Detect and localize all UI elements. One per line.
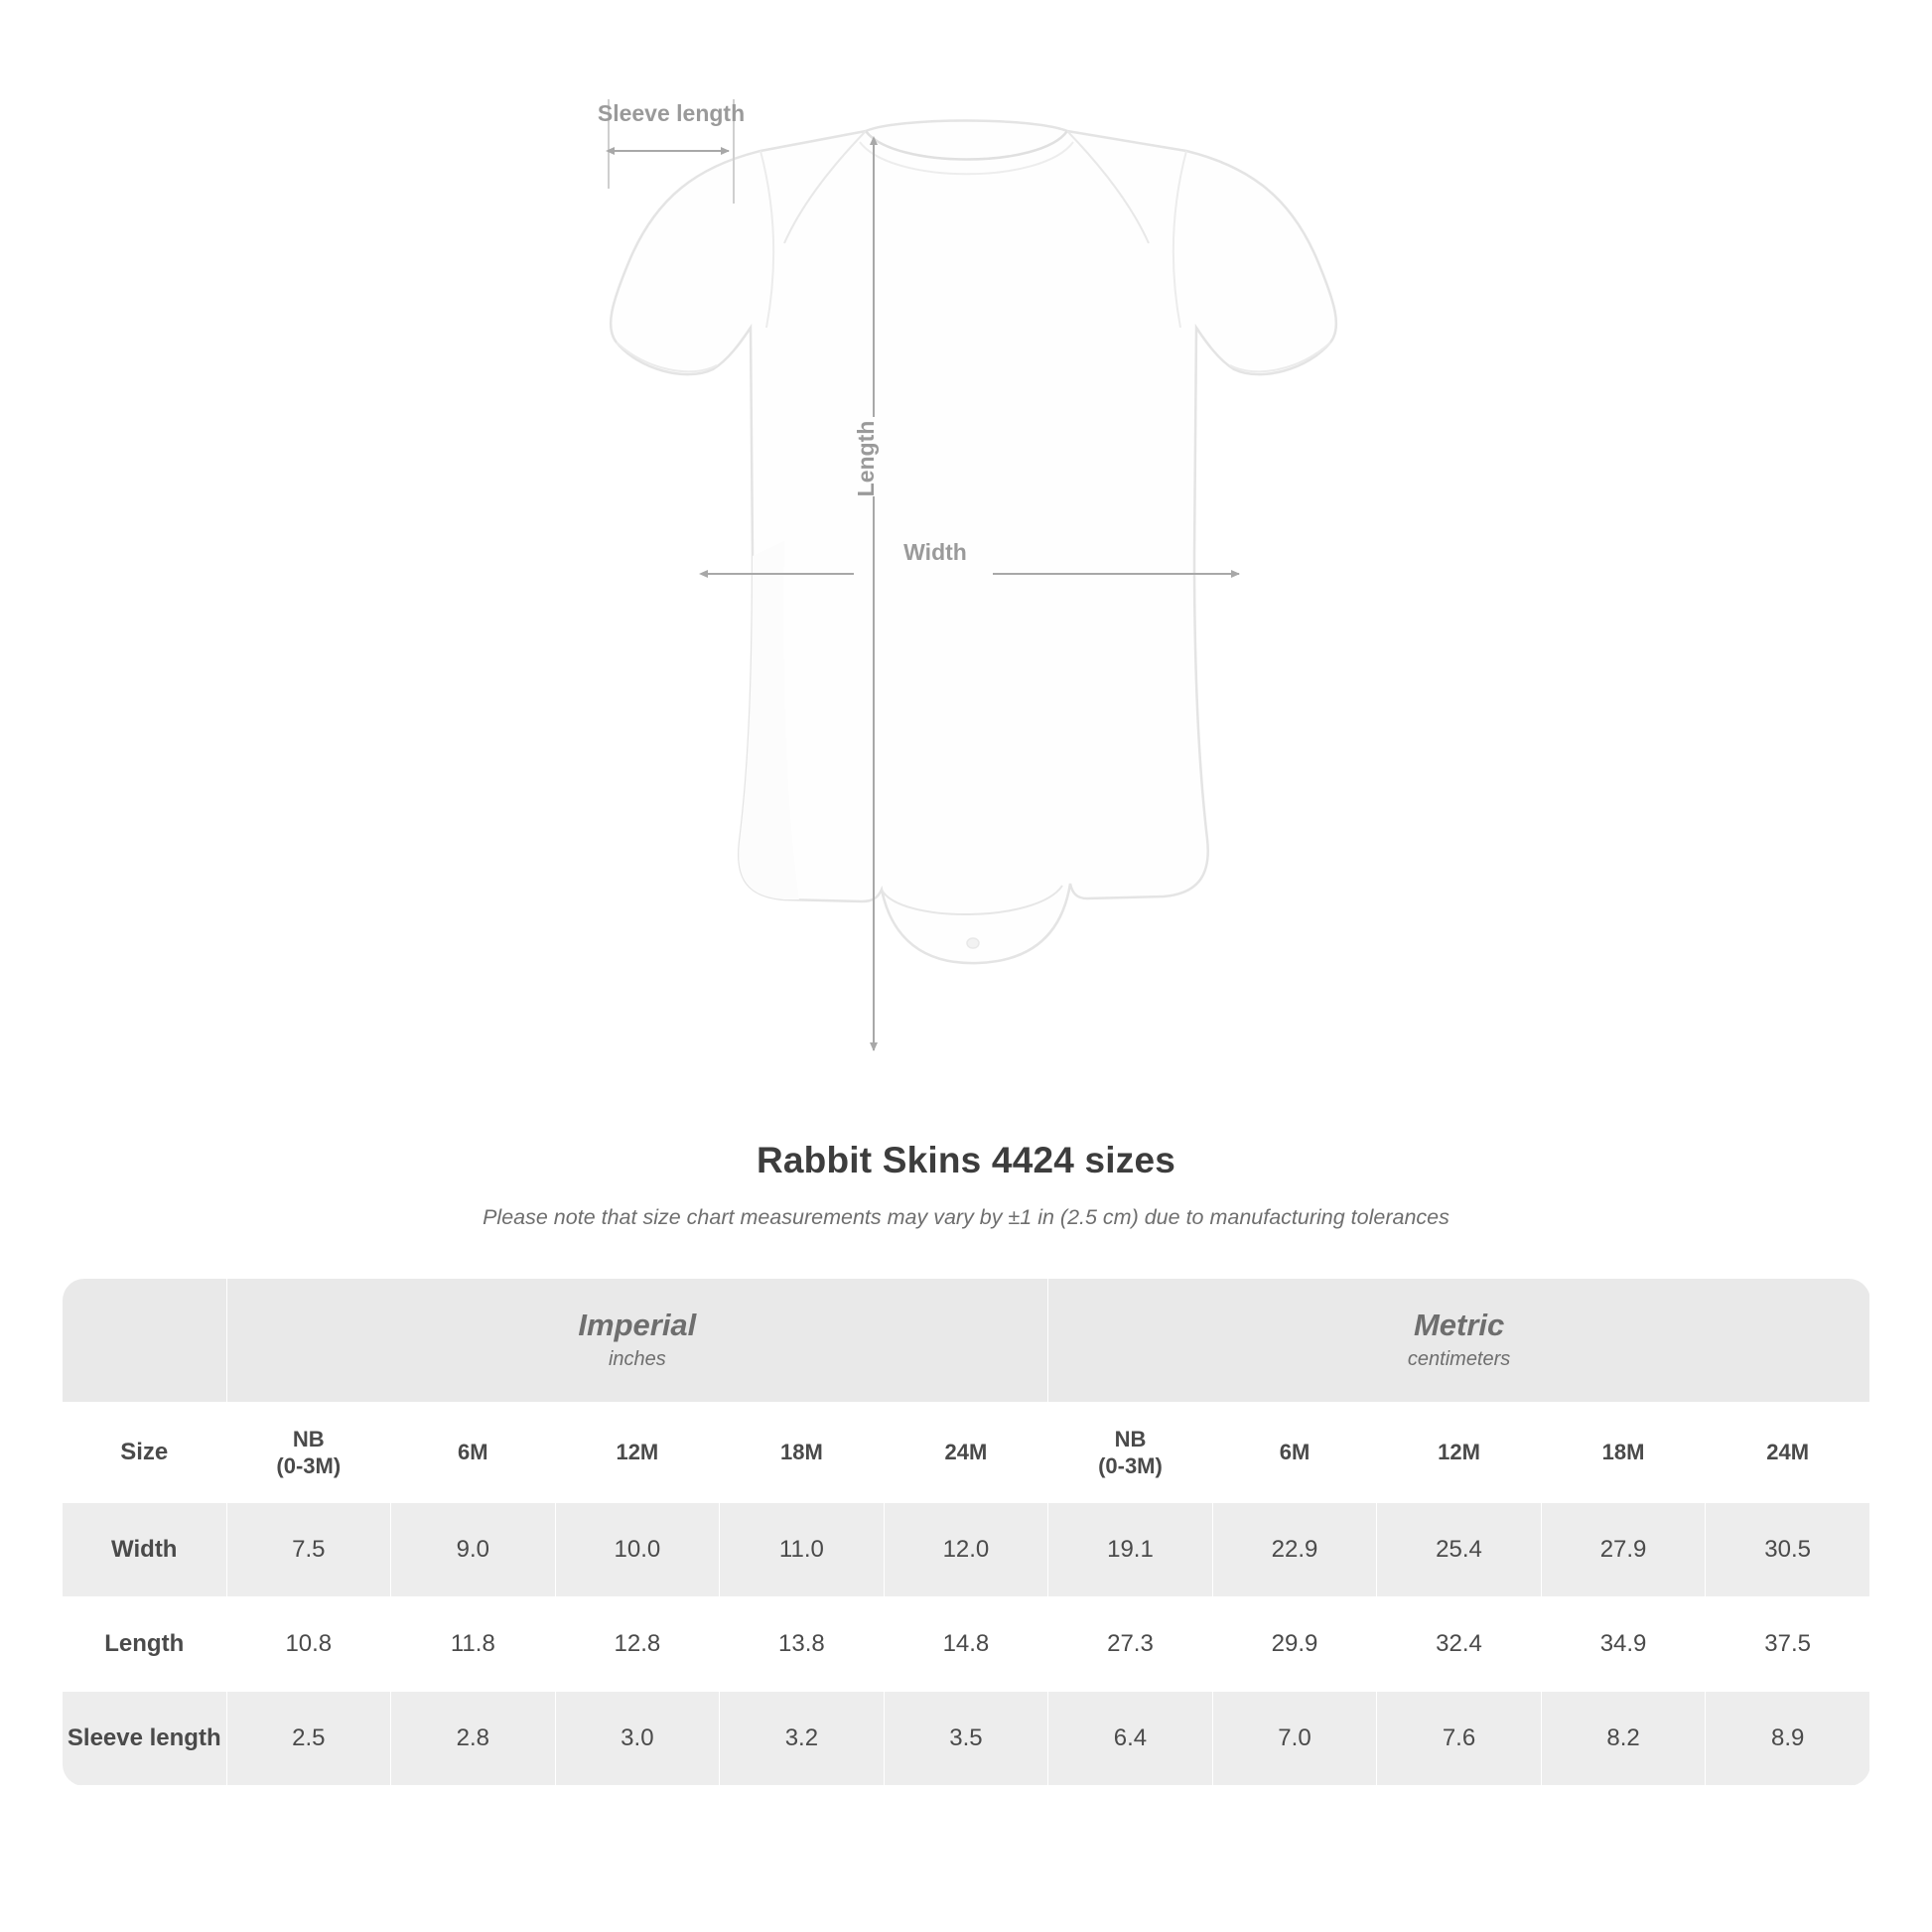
cell-width-6: 22.9 [1212,1503,1377,1597]
cell-length-9: 37.5 [1706,1597,1870,1692]
header-col-2: 12M [555,1403,720,1503]
header-col-3: 18M [720,1403,885,1503]
cell-width-7: 25.4 [1377,1503,1542,1597]
bodysuit-shape [611,121,1336,964]
cell-width-0: 7.5 [226,1503,391,1597]
cell-width-2: 10.0 [555,1503,720,1597]
width-label: Width [903,539,967,565]
header-col-7: 12M [1377,1403,1542,1503]
size-table [62,1278,1870,1786]
table-row [63,1692,1870,1786]
header-col-6: 6M [1212,1403,1377,1503]
header-col-5-line1: NB [1114,1426,1147,1451]
row-label-length: Length [63,1597,227,1692]
cell-length-6: 29.9 [1212,1597,1377,1692]
header-size-label: Size [63,1403,227,1503]
cell-sleeve-9: 8.9 [1706,1692,1870,1786]
cell-sleeve-7: 7.6 [1377,1692,1542,1786]
cell-sleeve-1: 2.8 [391,1692,556,1786]
cell-sleeve-3: 3.2 [720,1692,885,1786]
cell-length-3: 13.8 [720,1597,885,1692]
unit-group-metric-sub: centimeters [1407,1348,1511,1371]
unit-group-imperial-sub: inches [608,1348,666,1371]
cell-width-4: 12.0 [884,1503,1048,1597]
cell-length-1: 11.8 [391,1597,556,1692]
unit-header-row [63,1279,1870,1403]
cell-sleeve-6: 7.0 [1212,1692,1377,1786]
row-label-sleeve-length: Sleeve length [63,1692,227,1786]
cell-width-5: 19.1 [1048,1503,1213,1597]
page-subtitle: Please note that size chart measurements may vary by ±1 in (2.5 cm) due to manufacturing tolerances [483,1205,1449,1229]
cell-length-7: 32.4 [1377,1597,1542,1692]
header-col-0 [226,1403,391,1503]
cell-sleeve-5: 6.4 [1048,1692,1213,1786]
cell-sleeve-0: 2.5 [226,1692,391,1786]
cell-width-9: 30.5 [1706,1503,1870,1597]
cell-sleeve-8: 8.2 [1541,1692,1706,1786]
size-table-wrapper [62,1278,1870,1786]
row-label-width: Width [63,1503,227,1597]
table-corner-cell [63,1279,227,1403]
cell-length-4: 14.8 [884,1597,1048,1692]
cell-width-8: 27.9 [1541,1503,1706,1597]
header-col-4: 24M [884,1403,1048,1503]
header-col-1: 6M [391,1403,556,1503]
unit-group-metric [1048,1279,1870,1403]
header-col-8: 18M [1541,1403,1706,1503]
table-row [63,1503,1870,1597]
unit-group-metric-name: Metric [1413,1307,1505,1342]
cell-length-2: 12.8 [555,1597,720,1692]
cell-width-1: 9.0 [391,1503,556,1597]
header-col-0-line1: NB [292,1426,325,1451]
unit-group-imperial [226,1279,1048,1403]
header-col-5 [1048,1403,1213,1503]
cell-width-3: 11.0 [720,1503,885,1597]
header-col-5-line2: (0-3M) [1098,1453,1163,1478]
table-row [63,1597,1870,1692]
sleeve-length-label: Sleeve length [597,100,746,126]
cell-sleeve-2: 3.0 [555,1692,720,1786]
length-label: Length [853,420,879,497]
header-col-0-line2: (0-3M) [276,1453,342,1478]
cell-length-8: 34.9 [1541,1597,1706,1692]
cell-length-0: 10.8 [226,1597,391,1692]
cell-length-5: 27.3 [1048,1597,1213,1692]
cell-sleeve-4: 3.5 [884,1692,1048,1786]
header-col-9: 24M [1706,1403,1870,1503]
page-title: Rabbit Skins 4424 sizes [756,1140,1176,1180]
unit-group-imperial-name: Imperial [578,1307,697,1342]
column-header-row [63,1403,1870,1503]
